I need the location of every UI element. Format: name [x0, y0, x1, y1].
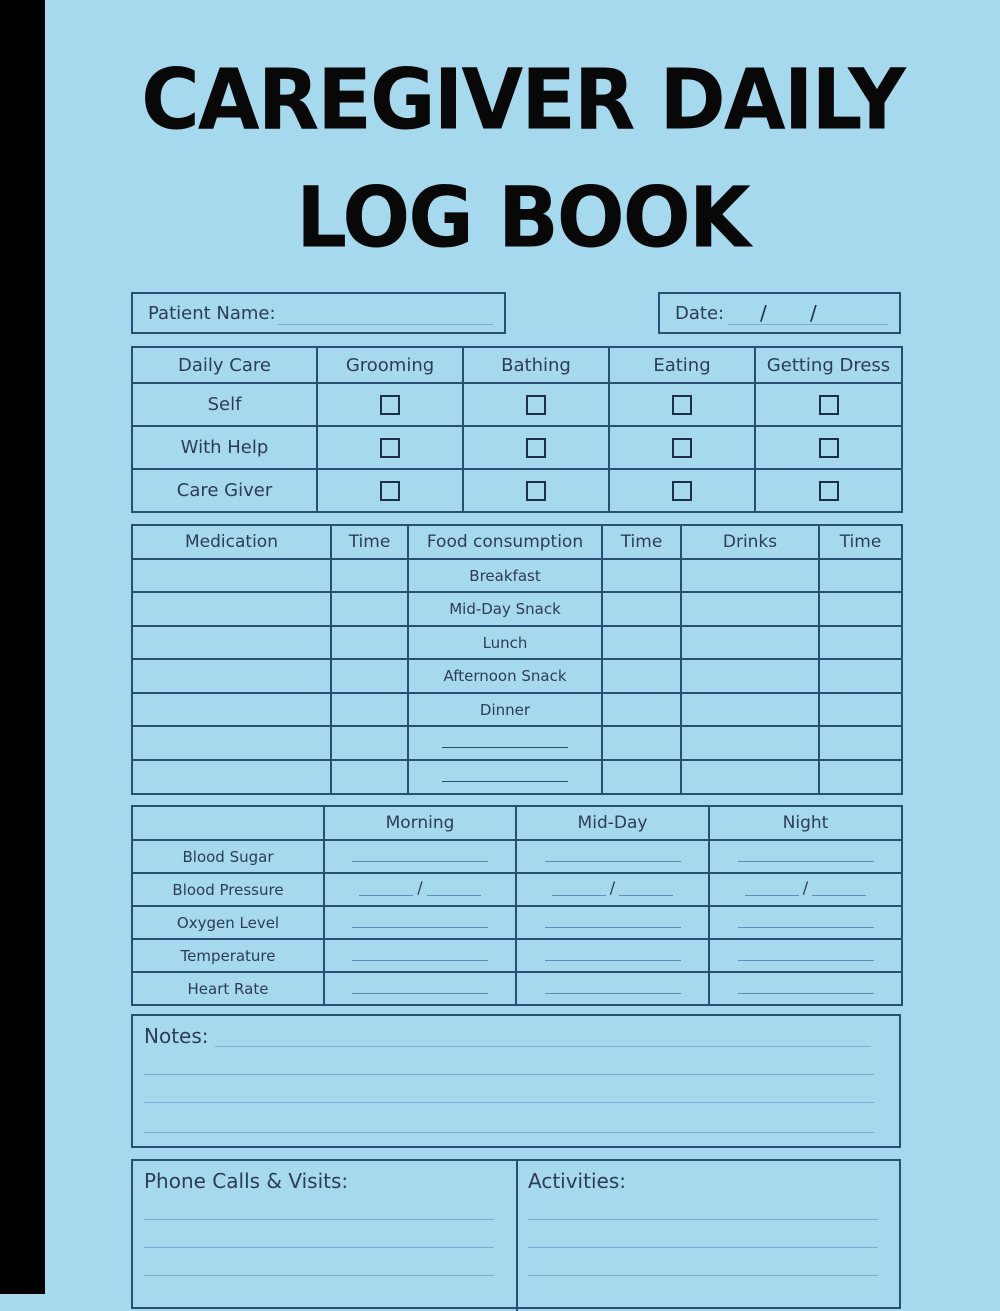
write-in-line: [442, 769, 568, 782]
checkbox[interactable]: [526, 481, 546, 501]
checkbox[interactable]: [672, 438, 692, 458]
col-night: Night: [709, 806, 902, 840]
table-row: [132, 383, 902, 426]
bp-entry[interactable]: [709, 873, 902, 906]
write-in-line: [738, 849, 874, 862]
cell-drinks[interactable]: [681, 559, 819, 592]
cell-time[interactable]: [819, 626, 902, 659]
col-getting-dress: Getting Dress: [755, 347, 902, 383]
cell-medication[interactable]: [132, 626, 331, 659]
table-row: [132, 840, 902, 873]
bp-entry[interactable]: [516, 873, 709, 906]
page-title-line2: LOG BOOK: [296, 168, 749, 267]
cell-medication[interactable]: [132, 592, 331, 626]
col-drinks: Drinks: [681, 525, 819, 559]
cell-medication[interactable]: [132, 760, 331, 794]
vital-entry[interactable]: [324, 939, 516, 972]
table-row: [132, 626, 902, 659]
date-separator-2: /: [810, 301, 817, 325]
checkbox[interactable]: [380, 395, 400, 415]
vital-label: Heart Rate: [132, 972, 324, 1005]
vital-entry[interactable]: [516, 840, 709, 873]
activities-line[interactable]: [528, 1247, 878, 1248]
cell-time[interactable]: [331, 592, 408, 626]
patient-name-field[interactable]: [131, 292, 506, 334]
meals-table: [131, 524, 903, 795]
notes-line: [144, 1074, 874, 1075]
table-row: [132, 559, 902, 592]
checkbox[interactable]: [380, 438, 400, 458]
vital-label: Blood Sugar: [132, 840, 324, 873]
table-row: [132, 592, 902, 626]
date-separator-1: /: [760, 301, 767, 325]
cell-time[interactable]: [331, 726, 408, 760]
checkbox[interactable]: [672, 395, 692, 415]
food-item: Lunch: [408, 626, 602, 659]
checkbox[interactable]: [672, 481, 692, 501]
vital-entry[interactable]: [709, 939, 902, 972]
col-eating: Eating: [609, 347, 755, 383]
vital-entry[interactable]: [324, 906, 516, 939]
cell-drinks[interactable]: [681, 726, 819, 760]
cell-time[interactable]: [331, 626, 408, 659]
table-row: [132, 726, 902, 760]
page-title-line1: CAREGIVER DAILY: [141, 50, 904, 149]
activities-line[interactable]: [528, 1275, 878, 1276]
notes-line: [144, 1102, 874, 1103]
bp-entry[interactable]: [324, 873, 516, 906]
write-in-line: [738, 981, 874, 994]
food-item: Afternoon Snack: [408, 659, 602, 693]
table-row: [132, 906, 902, 939]
bp-separator: /: [609, 877, 616, 897]
table-row: [132, 693, 902, 726]
cell-time[interactable]: [602, 659, 681, 693]
food-item: Breakfast: [408, 559, 602, 592]
notes-label: Notes:: [144, 1024, 209, 1048]
col-time: Time: [602, 525, 681, 559]
cell-medication[interactable]: [132, 693, 331, 726]
food-item-blank[interactable]: [408, 726, 602, 760]
date-line: [728, 324, 888, 325]
col-daily-care: Daily Care: [132, 347, 317, 383]
cell-medication[interactable]: [132, 659, 331, 693]
book-spine: [0, 0, 45, 1294]
vital-label: Temperature: [132, 939, 324, 972]
vital-entry[interactable]: [324, 840, 516, 873]
table-row: [132, 659, 902, 693]
cell-time[interactable]: [819, 659, 902, 693]
vital-entry[interactable]: [709, 972, 902, 1005]
cell-medication[interactable]: [132, 559, 331, 592]
write-in-line: [545, 981, 681, 994]
food-item-blank[interactable]: [408, 760, 602, 794]
vital-entry[interactable]: [709, 840, 902, 873]
cell-time[interactable]: [602, 592, 681, 626]
write-in-line: [545, 948, 681, 961]
table-row: [132, 760, 902, 794]
daily-care-table: [131, 346, 903, 513]
col-vital-name: [132, 806, 324, 840]
food-item: Dinner: [408, 693, 602, 726]
cell-drinks[interactable]: [681, 760, 819, 794]
table-row: [132, 469, 902, 512]
write-in-line: [738, 948, 874, 961]
bp-separator: /: [802, 877, 809, 897]
cell-time[interactable]: [819, 760, 902, 794]
col-medication: Medication: [132, 525, 331, 559]
write-in-line: [442, 735, 568, 748]
cell-time[interactable]: [331, 559, 408, 592]
table-row: [132, 972, 902, 1005]
calls-line[interactable]: [144, 1219, 494, 1220]
row-label-self: Self: [132, 383, 317, 426]
col-time: Time: [819, 525, 902, 559]
checkbox[interactable]: [819, 395, 839, 415]
notes-area[interactable]: [131, 1014, 901, 1148]
patient-name-line: [278, 324, 493, 325]
cell-drinks[interactable]: [681, 693, 819, 726]
table-row: [132, 426, 902, 469]
vital-entry[interactable]: [324, 972, 516, 1005]
cell-time[interactable]: [819, 726, 902, 760]
checkbox[interactable]: [380, 481, 400, 501]
write-in-line: [545, 849, 681, 862]
cell-time[interactable]: [819, 693, 902, 726]
col-bathing: Bathing: [463, 347, 609, 383]
cell-drinks[interactable]: [681, 626, 819, 659]
checkbox[interactable]: [526, 395, 546, 415]
vital-entry[interactable]: [516, 906, 709, 939]
cell-time[interactable]: [602, 726, 681, 760]
vital-entry[interactable]: [516, 972, 709, 1005]
vital-entry[interactable]: [709, 906, 902, 939]
calls-activities-area: [131, 1159, 901, 1309]
col-food-consumption: Food consumption: [408, 525, 602, 559]
vital-entry[interactable]: [516, 939, 709, 972]
cell-time[interactable]: [331, 693, 408, 726]
cell-time[interactable]: [331, 659, 408, 693]
food-item: Mid-Day Snack: [408, 592, 602, 626]
row-label-care-giver: Care Giver: [132, 469, 317, 512]
date-label: Date:: [675, 303, 725, 324]
phone-calls-label: Phone Calls & Visits:: [144, 1169, 349, 1193]
col-time: Time: [331, 525, 408, 559]
cell-time[interactable]: [602, 626, 681, 659]
write-in-line: [545, 915, 681, 928]
cell-time[interactable]: [819, 592, 902, 626]
notes-line: [144, 1132, 874, 1133]
cell-medication[interactable]: [132, 726, 331, 760]
checkbox[interactable]: [819, 438, 839, 458]
cell-drinks[interactable]: [681, 592, 819, 626]
patient-name-label: Patient Name:: [148, 303, 276, 324]
date-field[interactable]: [658, 292, 901, 334]
table-row: [132, 873, 902, 906]
write-in-line: [352, 849, 488, 862]
calls-line[interactable]: [144, 1247, 494, 1248]
cell-time[interactable]: [602, 760, 681, 794]
cell-drinks[interactable]: [681, 659, 819, 693]
cell-time[interactable]: [602, 559, 681, 592]
notes-line: [215, 1046, 871, 1047]
vital-label: Blood Pressure: [132, 873, 324, 906]
vital-label: Oxygen Level: [132, 906, 324, 939]
write-in-line: [738, 915, 874, 928]
write-in-line: [352, 915, 488, 928]
write-in-line: [352, 981, 488, 994]
vitals-table: [131, 805, 903, 1006]
row-label-with-help: With Help: [132, 426, 317, 469]
calls-line[interactable]: [144, 1275, 494, 1276]
write-in-line: [352, 948, 488, 961]
bp-separator: /: [417, 877, 423, 897]
checkbox[interactable]: [526, 438, 546, 458]
checkbox[interactable]: [819, 481, 839, 501]
cell-time[interactable]: [819, 559, 902, 592]
col-grooming: Grooming: [317, 347, 463, 383]
column-divider: [516, 1161, 518, 1311]
cell-time[interactable]: [331, 760, 408, 794]
table-row: [132, 939, 902, 972]
col-mid-day: Mid-Day: [516, 806, 709, 840]
activities-line[interactable]: [528, 1219, 878, 1220]
cell-time[interactable]: [602, 693, 681, 726]
col-morning: Morning: [324, 806, 516, 840]
activities-label: Activities:: [528, 1169, 626, 1193]
